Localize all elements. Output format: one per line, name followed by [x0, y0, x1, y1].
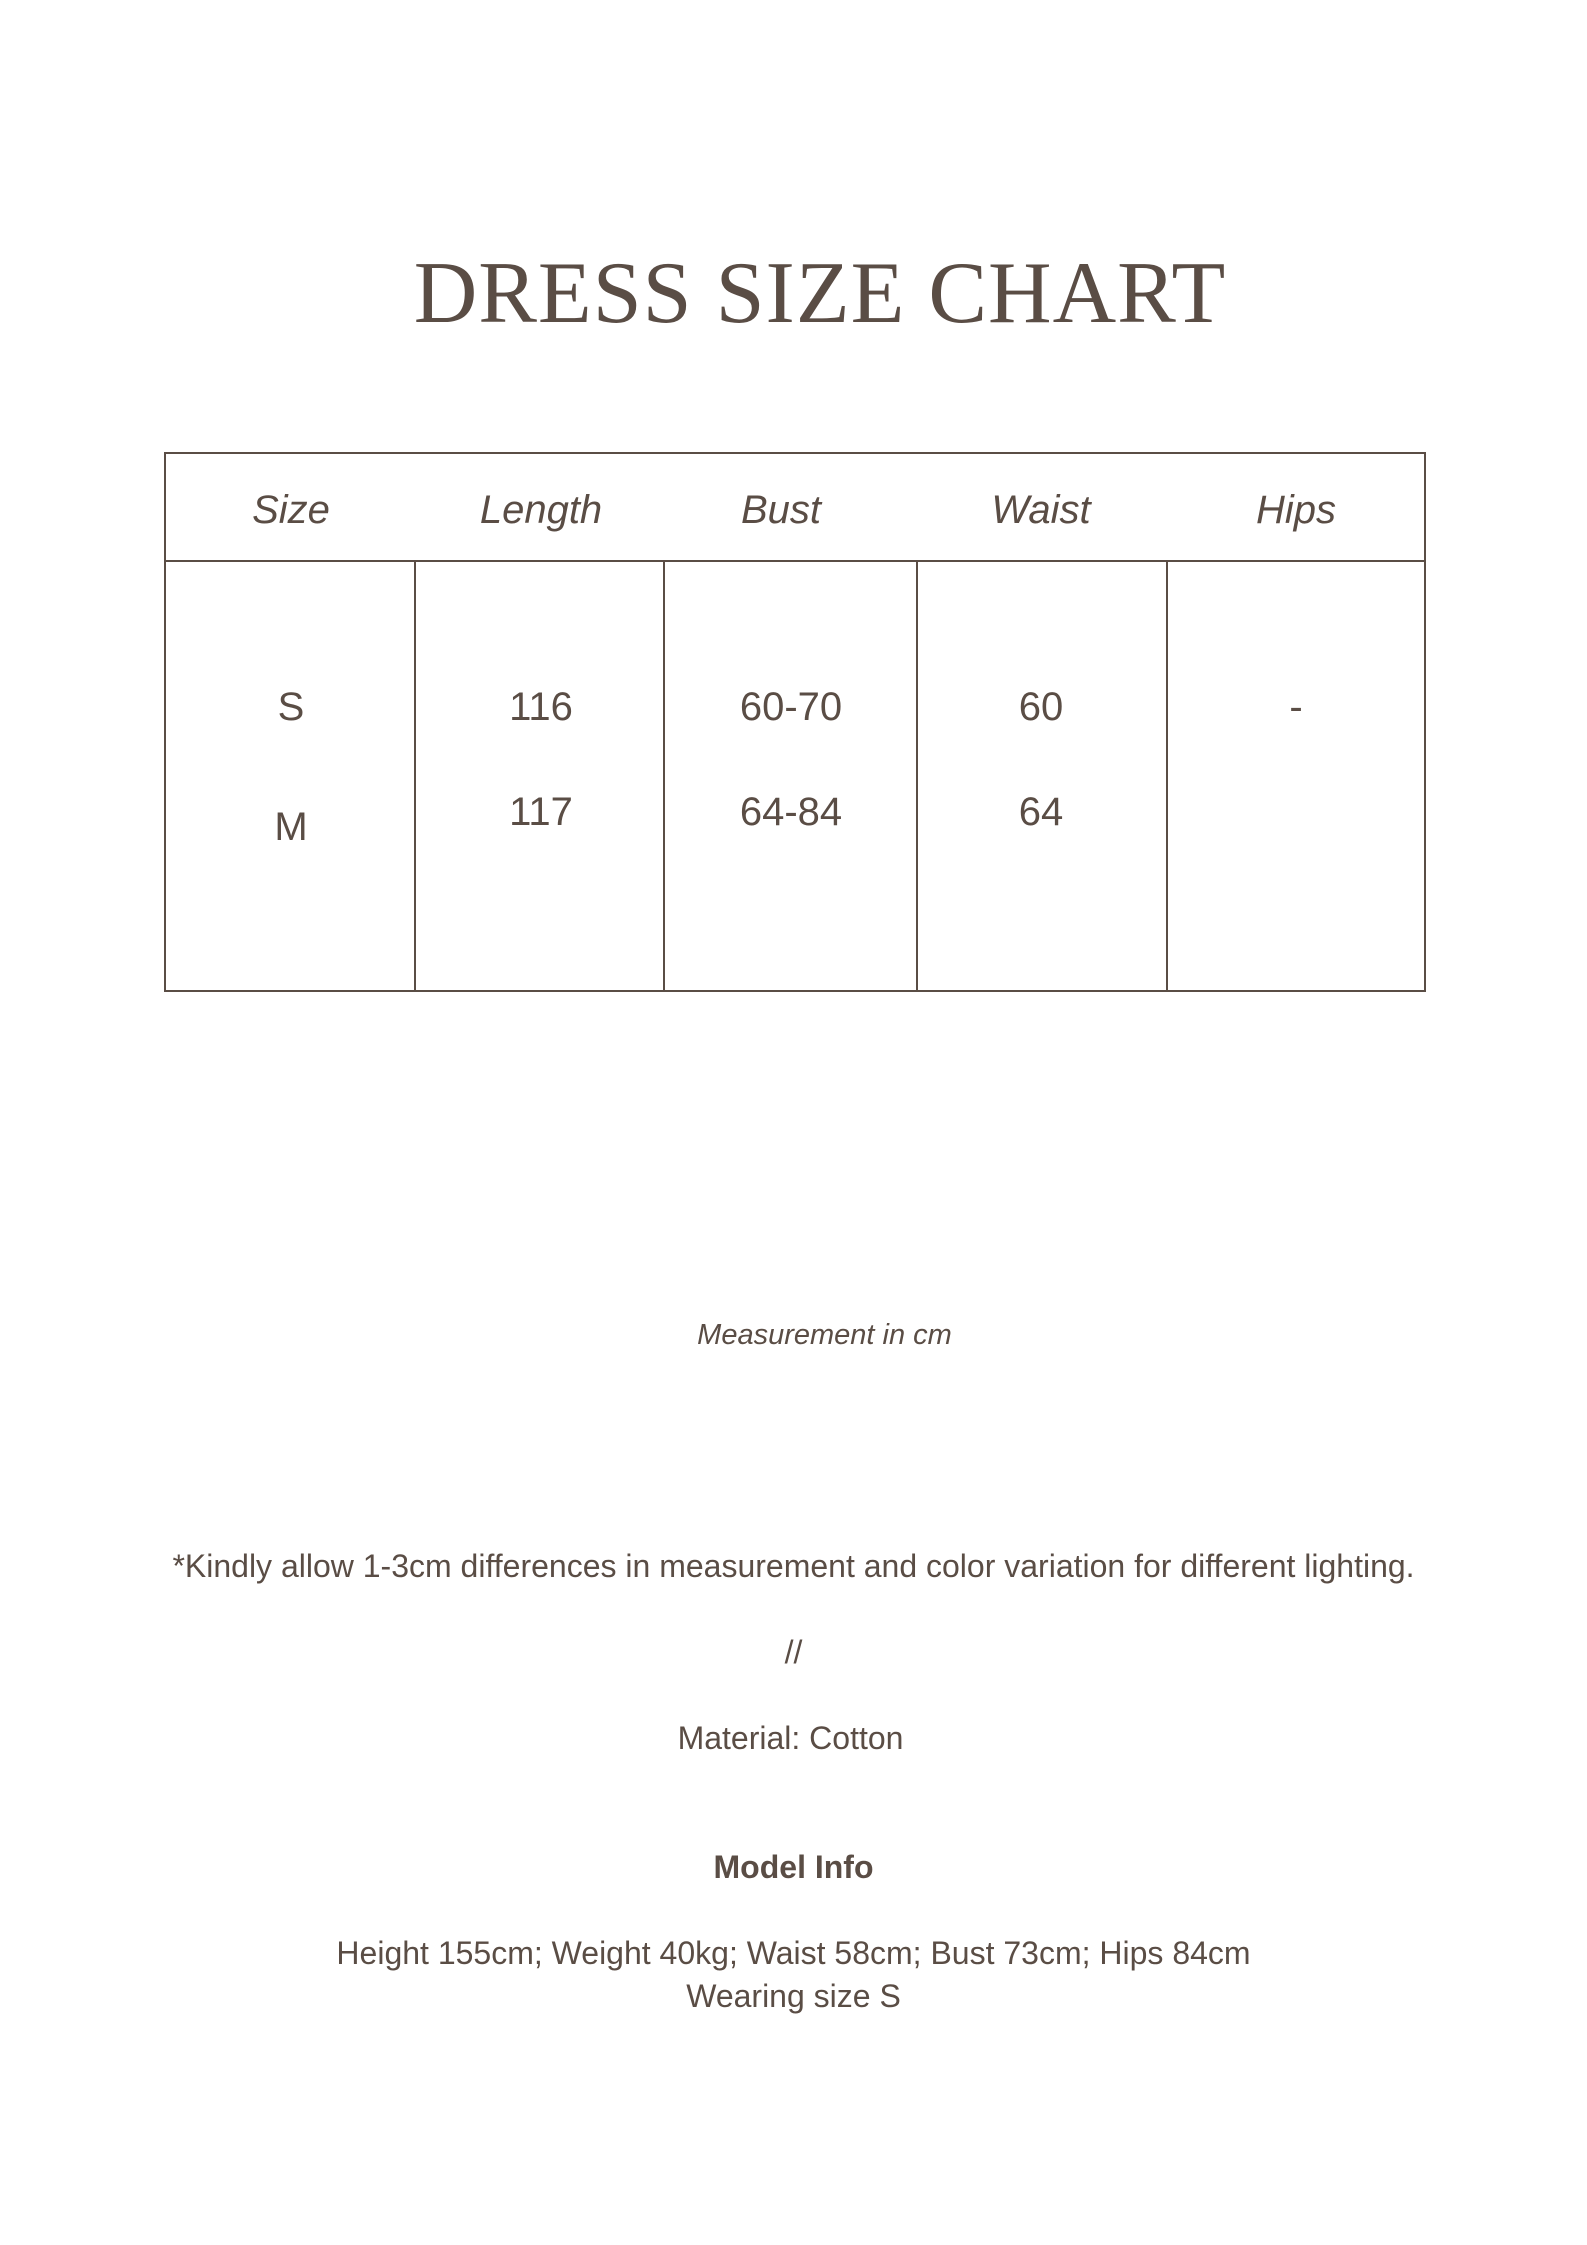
cell-hips-s: -: [1289, 685, 1303, 729]
header-size: Size: [252, 488, 330, 532]
model-info-details: Height 155cm; Weight 40kg; Waist 58cm; Bust 73cm; Hips 84cm: [336, 1935, 1251, 1971]
header-bust: Bust: [740, 488, 822, 532]
header-waist: Waist: [991, 488, 1091, 532]
column-divider: [414, 560, 416, 990]
column-divider: [916, 560, 918, 990]
cell-size-s: S: [277, 685, 305, 729]
disclaimer-text: *Kindly allow 1-3cm differences in measurement and color variation for different lighting.: [172, 1548, 1415, 1584]
separator: //: [784, 1634, 803, 1670]
model-info-heading: Model Info: [713, 1849, 874, 1885]
measurement-note: Measurement in cm: [697, 1319, 952, 1351]
size-chart-table: [164, 452, 1426, 992]
model-wearing-size: Wearing size S: [686, 1978, 901, 2014]
cell-length-s: 116: [509, 685, 573, 729]
cell-waist-m: 64: [1018, 790, 1064, 834]
material-text: Material: Cotton: [677, 1720, 904, 1756]
column-divider: [663, 560, 665, 990]
cell-waist-s: 60: [1018, 685, 1064, 729]
cell-bust-m: 64-84: [739, 790, 843, 834]
column-divider: [1166, 560, 1168, 990]
cell-bust-s: 60-70: [739, 685, 843, 729]
cell-size-m: M: [274, 805, 308, 849]
header-length: Length: [479, 488, 603, 532]
page-title: DRESS SIZE CHART: [413, 245, 1227, 342]
header-divider: [166, 560, 1424, 562]
header-hips: Hips: [1255, 488, 1337, 532]
cell-length-m: 117: [509, 790, 573, 834]
